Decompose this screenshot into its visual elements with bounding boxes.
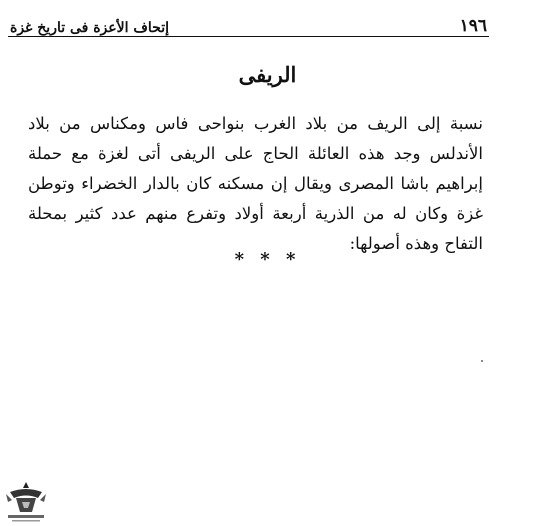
page-number: ١٩٦ xyxy=(459,16,487,36)
scan-speck xyxy=(481,360,483,362)
page-header xyxy=(8,8,489,37)
running-title: إتحاف الأعزة فى تاريخ غزة xyxy=(10,20,169,36)
library-logo-icon xyxy=(2,478,50,524)
asterism-separator: * * * xyxy=(234,249,301,270)
section-paragraph: نسبة إلى الريف من بلاد الغرب بنواحى فاس ومكناس من بلاد الأندلس وجد هذه العائلة الحاج على الريفى أتى لغزة مع حملة إبراهيم باشا المصرى ويقال إن مسكنه كان بالدار الخضراء وتوطن غزة وكان له من الذرية أربعة أولاد وتفرع منهم عدد كثير بمحلة التفاح وهذه أصولها: xyxy=(28,114,483,253)
section-title: الريفى xyxy=(238,62,297,87)
